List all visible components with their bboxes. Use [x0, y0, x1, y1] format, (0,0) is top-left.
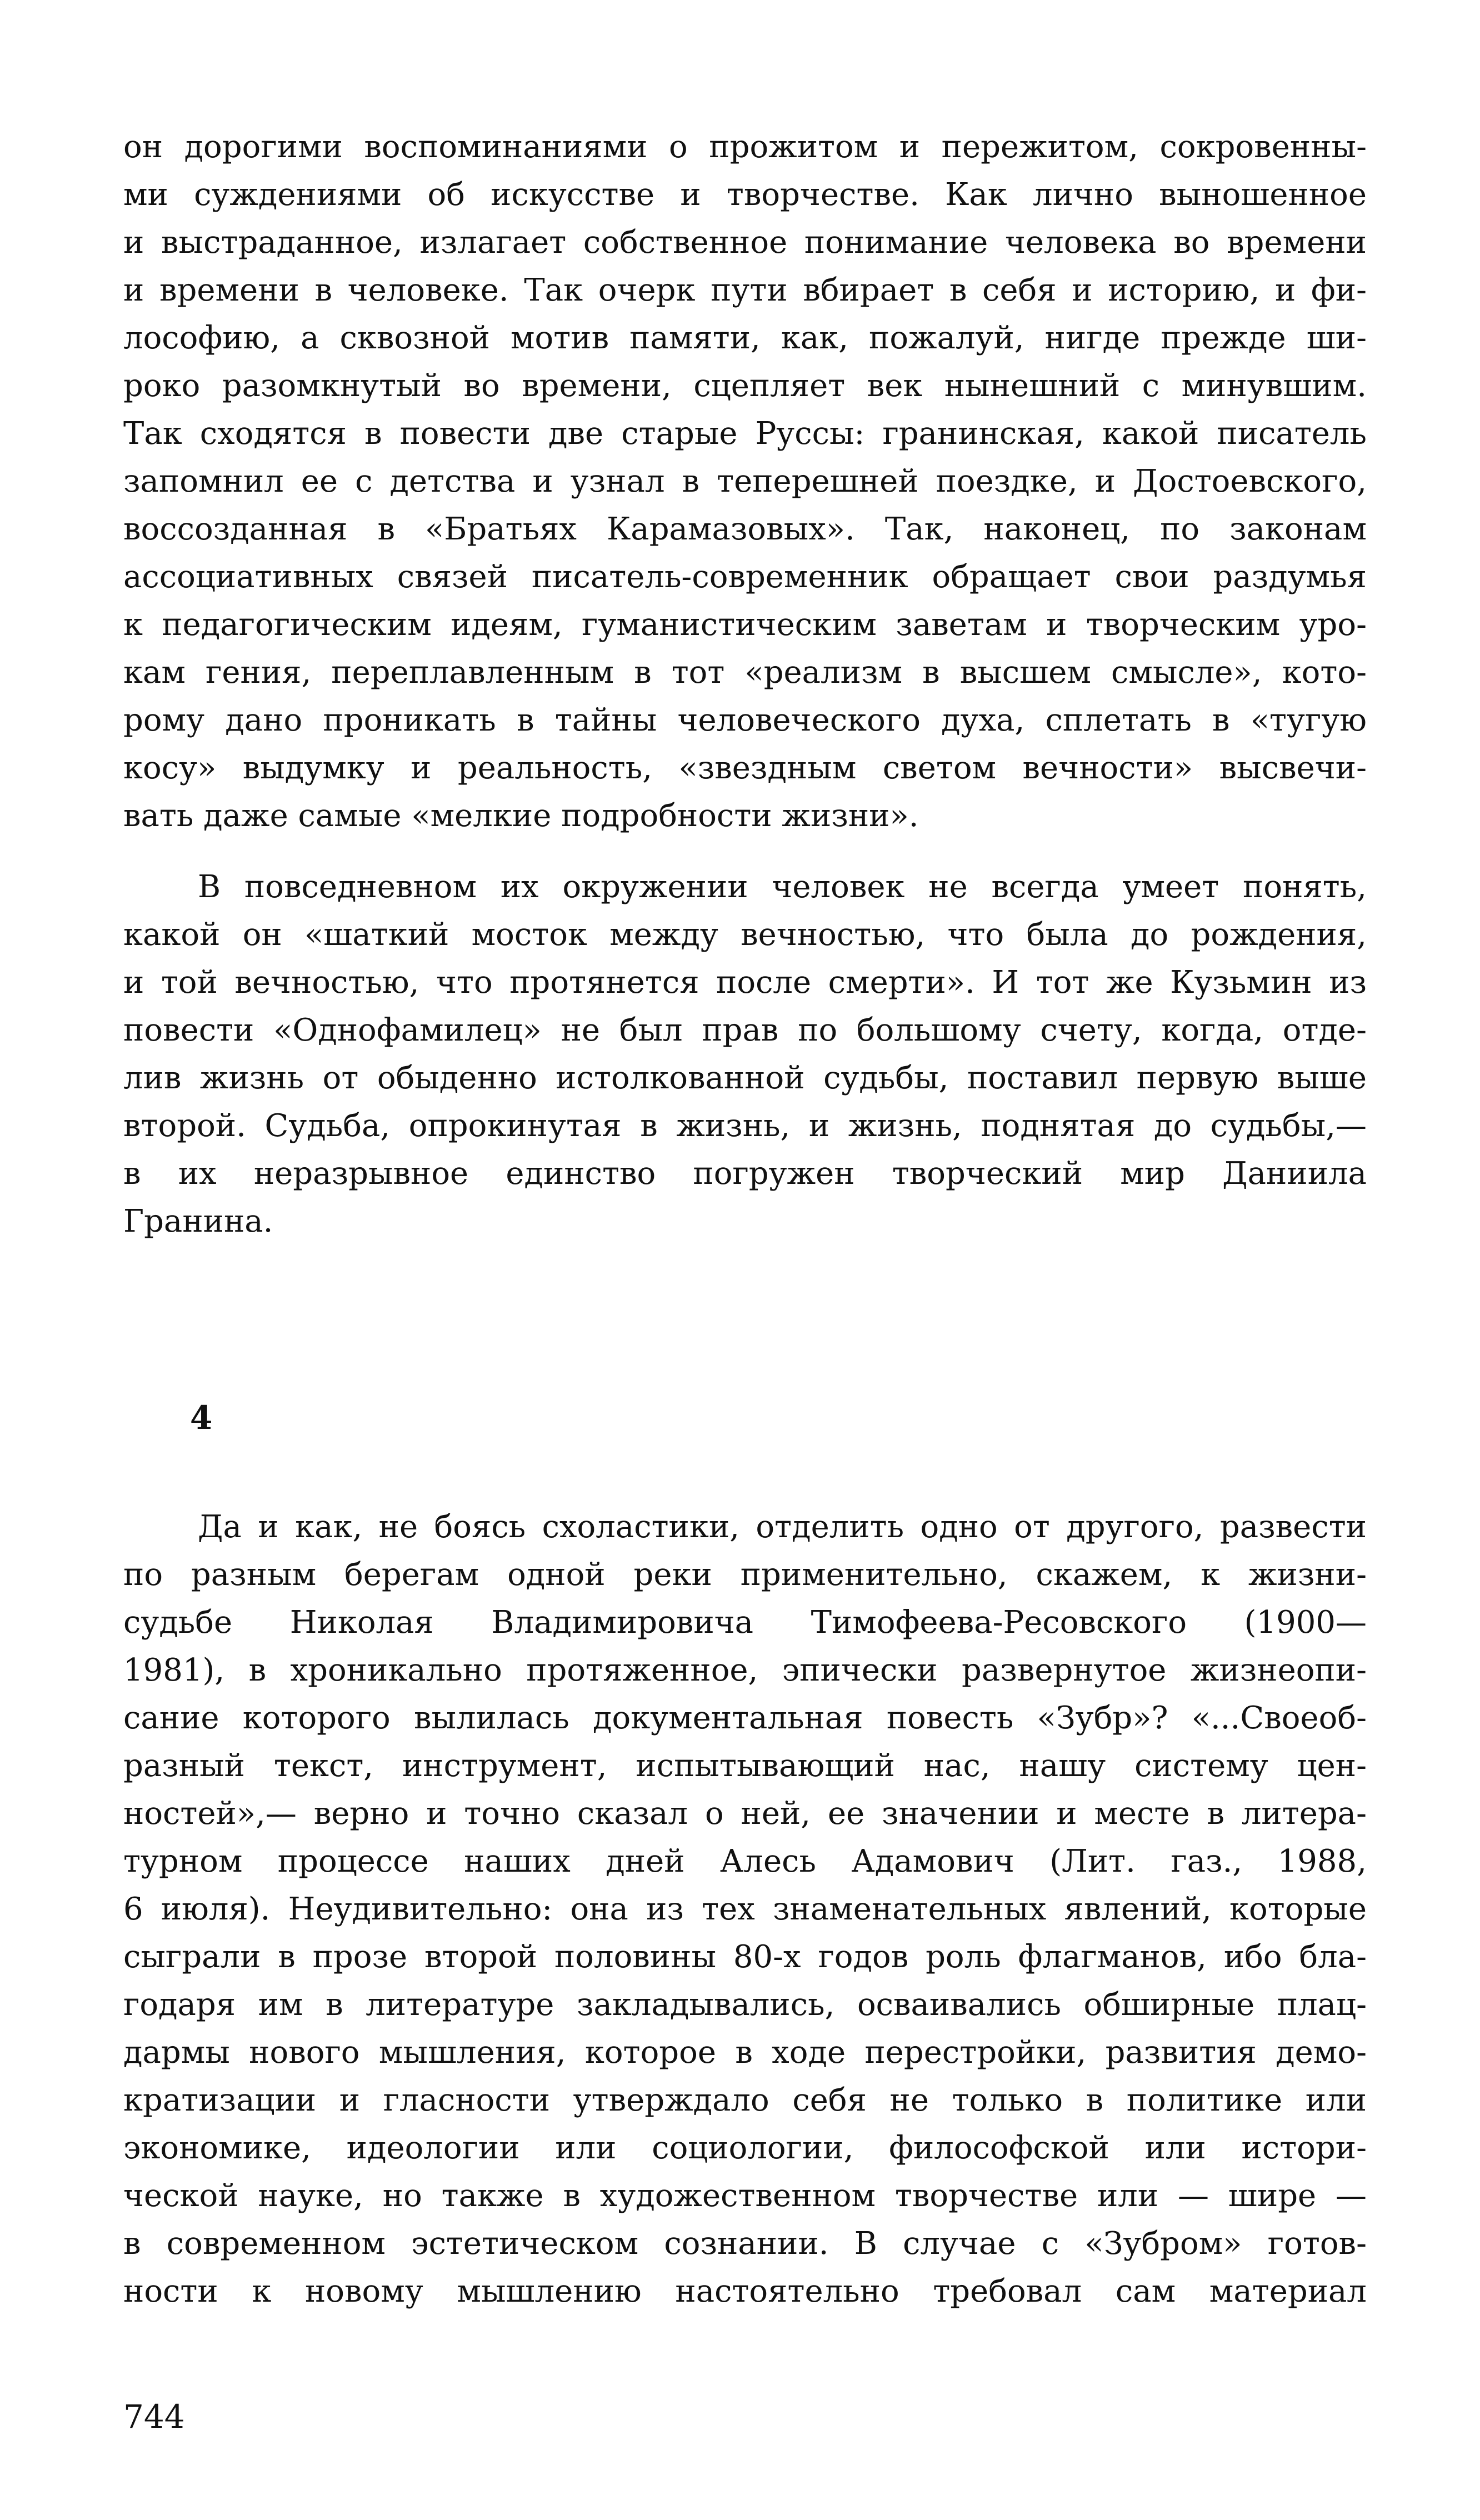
text-line: воссозданная в «Братьях Карамазовых». Так, наконец, по законам: [123, 511, 1367, 547]
paragraph-two: [123, 863, 1367, 1246]
text-line: и выстраданное, излагает собственное понимание человека во времени: [123, 224, 1367, 261]
text-line: роко разомкнутый во времени, сцепляет век нынешний с минувшим.: [123, 368, 1367, 404]
text-line: рому дано проникать в тайны человеческого духа, сплетать в «тугую: [123, 702, 1367, 738]
text-line: вать даже самые «мелкие подробности жизни».: [123, 798, 919, 834]
text-line: в современном эстетическом сознании. В случае с «Зубром» готов-: [123, 2226, 1367, 2262]
text-line: лософию, а сквозной мотив памяти, как, пожалуй, нигде прежде ши-: [123, 320, 1367, 356]
text-line: и той вечностью, что протянется после смерти». И тот же Кузьмин из: [123, 964, 1367, 1001]
text-line: дармы нового мышления, которое в ходе перестройки, развития демо-: [123, 2034, 1367, 2071]
text-line: ности к новому мышлению настоятельно требовал сам материал: [123, 2273, 1367, 2309]
text-line: повести «Однофамилец» не был прав по большому счету, когда, отде-: [123, 1012, 1367, 1048]
page-number: 744: [123, 2398, 185, 2436]
text-line: Гранина.: [123, 1203, 273, 1239]
text-line: Да и как, не боясь схоластики, отделить одно от другого, развести: [198, 1509, 1367, 1545]
text-line: по разным берегам одной реки применительно, скажем, к жизни-: [123, 1557, 1367, 1593]
text-line: сание которого вылилась документальная повесть «Зубр»? «...Своеоб-: [123, 1700, 1367, 1736]
text-line: запомнил ее с детства и узнал в теперешней поездке, и Достоевского,: [123, 463, 1367, 499]
text-line: сыграли в прозе второй половины 80-х годов роль флагманов, ибо бла-: [123, 1939, 1367, 1975]
text-line: ми суждениями об искусстве и творчестве. Как лично выношенное: [123, 177, 1367, 213]
text-line: кам гения, переплавленным в тот «реализм в высшем смысле», кото-: [123, 654, 1367, 691]
text-line: он дорогими воспоминаниями о прожитом и пережитом, сокровенны-: [123, 129, 1367, 165]
text-line: 1981), в хроникально протяженное, эпически развернутое жизнеопи-: [123, 1652, 1367, 1688]
text-line: В повседневном их окружении человек не всегда умеет понять,: [198, 869, 1367, 905]
text-line: ческой науке, но также в художественном творчестве или — шире —: [123, 2178, 1367, 2214]
text-line: и времени в человеке. Так очерк пути вбирает в себя и историю, и фи-: [123, 272, 1367, 308]
text-line: разный текст, инструмент, испытывающий нас, нашу систему цен-: [123, 1748, 1367, 1784]
text-line: экономике, идеологии или социологии, философской или истори-: [123, 2130, 1367, 2166]
text-line: какой он «шаткий мосток между вечностью, что была до рождения,: [123, 917, 1367, 953]
text-line: кратизации и гласности утверждало себя не только в политике или: [123, 2082, 1367, 2118]
paragraph-three: [123, 1503, 1367, 2316]
text-line: второй. Судьба, опрокинутая в жизнь, и жизнь, поднятая до судьбы,—: [123, 1108, 1367, 1144]
text-line: лив жизнь от обыденно истолкованной судьбы, поставил первую выше: [123, 1060, 1367, 1096]
text-line: ассоциативных связей писатель-современник обращает свои раздумья: [123, 559, 1367, 595]
text-line: в их неразрывное единство погружен творческий мир Даниила: [123, 1156, 1367, 1192]
text-line: судьбе Николая Владимировича Тимофеева-Ресовского (1900—: [123, 1604, 1367, 1641]
text-line: ностей»,— верно и точно сказал о ней, ее значении и месте в литера-: [123, 1796, 1367, 1832]
text-line: 6 июля). Неудивительно: она из тех знаменательных явлений, которые: [123, 1891, 1367, 1927]
text-line: турном процессе наших дней Алесь Адамович (Лит. газ., 1988,: [123, 1843, 1367, 1879]
text-line: к педагогическим идеям, гуманистическим заветам и творческим уро-: [123, 607, 1367, 643]
paragraph-continuation: [123, 123, 1367, 840]
text-line: годаря им в литературе закладывались, осваивались обширные плац-: [123, 1987, 1367, 2023]
text-line: косу» выдумку и реальность, «звездным светом вечности» высвечи-: [123, 750, 1367, 786]
section-number: 4: [190, 1399, 213, 1437]
text-line: Так сходятся в повести две старые Руссы: гранинская, какой писатель: [123, 416, 1367, 452]
